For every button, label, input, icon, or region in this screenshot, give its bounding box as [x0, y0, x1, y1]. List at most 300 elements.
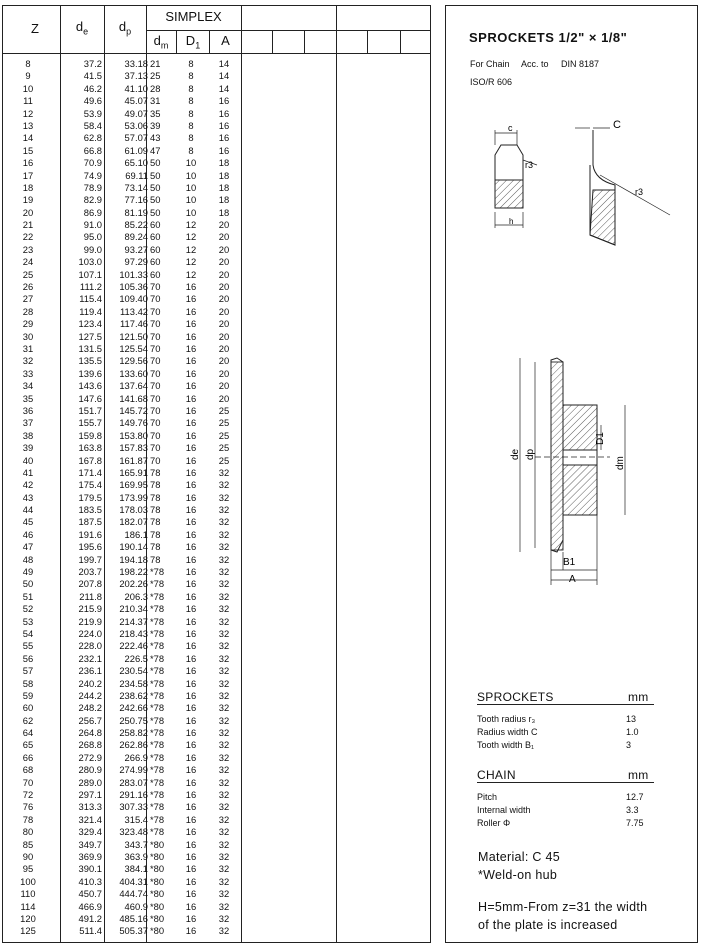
- cell-z: 62: [22, 714, 34, 726]
- cell-A: 32: [218, 826, 230, 838]
- cell-de: 107.1: [78, 268, 102, 280]
- tooth-profile-large: [575, 128, 670, 245]
- cell-dp: 222.46: [119, 640, 148, 652]
- cell-dm: 78: [150, 553, 161, 565]
- col-divider: [336, 5, 337, 943]
- cell-dp: 444.74: [119, 888, 148, 900]
- cell-A: 20: [218, 380, 230, 392]
- cell-dm: 50: [150, 181, 161, 193]
- cell-dm: *78: [150, 566, 165, 578]
- spec-value: 7.75: [626, 818, 644, 828]
- cell-de: 183.5: [78, 504, 102, 516]
- cell-D1: 16: [185, 330, 197, 342]
- cell-A: 20: [218, 305, 230, 317]
- table-row: [2, 355, 242, 367]
- cell-z: 114: [20, 900, 36, 912]
- cell-dp: 190.14: [119, 541, 148, 553]
- cell-z: 68: [22, 764, 34, 776]
- table-row: [2, 182, 242, 194]
- cell-D1: 16: [185, 528, 197, 540]
- table-row: [2, 417, 242, 429]
- cell-dp: 384.1: [124, 863, 148, 875]
- cell-dm: *78: [150, 801, 165, 813]
- table-row: [2, 306, 242, 318]
- cell-de: 66.8: [83, 144, 102, 156]
- cell-de: 511.4: [79, 925, 102, 937]
- table-row: [2, 269, 242, 281]
- table-row: [2, 901, 242, 913]
- cell-D1: 16: [185, 541, 197, 553]
- table-row: [2, 145, 242, 157]
- cell-D1: 16: [185, 727, 197, 739]
- table-row: [2, 83, 242, 95]
- cell-dm: *78: [150, 714, 165, 726]
- table-row: [2, 690, 242, 702]
- cell-dp: 113.42: [120, 305, 148, 317]
- cell-dp: 101.33: [119, 268, 148, 280]
- cell-z: 53: [22, 615, 34, 627]
- cell-dm: 70: [150, 404, 161, 416]
- cell-z: 37: [22, 417, 34, 429]
- spec-label: Internal width: [477, 805, 531, 815]
- cell-dp: 266.9: [124, 751, 148, 763]
- cell-A: 16: [218, 144, 230, 156]
- cell-D1: 16: [185, 665, 197, 677]
- cell-A: 32: [218, 553, 230, 565]
- cell-dp: 157.83: [119, 442, 148, 454]
- cell-dm: 21: [150, 58, 161, 69]
- table-row: [2, 888, 242, 900]
- cell-D1: 16: [185, 677, 197, 689]
- cell-z: 25: [22, 268, 34, 280]
- cell-z: 47: [22, 541, 34, 553]
- cell-A: 14: [218, 70, 230, 82]
- cell-A: 25: [218, 442, 230, 454]
- cell-de: 244.2: [78, 689, 102, 701]
- table-row: [2, 58, 242, 70]
- cell-A: 20: [218, 256, 230, 268]
- table-row: [2, 207, 242, 219]
- cell-D1: 12: [185, 231, 197, 243]
- sprocket-drawing: [445, 100, 698, 600]
- cell-D1: 10: [185, 194, 197, 206]
- table-row: [2, 777, 242, 789]
- cell-de: 115.4: [79, 293, 102, 305]
- cell-dm: *78: [150, 727, 165, 739]
- table-row: [2, 343, 242, 355]
- spec-value: 13: [626, 714, 637, 724]
- cell-dp: 291.16: [119, 789, 148, 801]
- table-row: [2, 554, 242, 566]
- dim-r3-small: r3: [525, 160, 534, 170]
- cell-de: 62.8: [83, 132, 102, 144]
- sprockets-unit: mm: [628, 690, 649, 704]
- table-row: [2, 430, 242, 442]
- table-row: [2, 318, 242, 330]
- cell-A: 16: [218, 95, 230, 107]
- cell-A: 25: [218, 454, 230, 466]
- dim-dm: dm: [615, 456, 626, 470]
- cell-A: 32: [218, 751, 230, 763]
- cell-D1: 8: [188, 119, 194, 131]
- cell-A: 32: [218, 590, 230, 602]
- cell-A: 32: [218, 677, 230, 689]
- cell-D1: 16: [185, 789, 197, 801]
- cell-dp: 89.24: [124, 231, 148, 243]
- col-divider: [367, 30, 368, 53]
- table-row: [2, 231, 242, 243]
- cell-dp: 33.18: [124, 58, 148, 69]
- table-row: [2, 219, 242, 231]
- cell-D1: 16: [185, 689, 197, 701]
- cell-de: 159.8: [78, 429, 102, 441]
- cell-D1: 10: [185, 157, 197, 169]
- cell-de: 70.9: [83, 157, 102, 169]
- table-row: [2, 331, 242, 343]
- table-row: [2, 764, 242, 776]
- cell-dp: 109.40: [119, 293, 148, 305]
- cell-de: 187.5: [78, 516, 102, 528]
- table-row: [2, 393, 242, 405]
- cell-dm: 28: [150, 82, 161, 94]
- cell-dm: *78: [150, 776, 165, 788]
- cell-dp: 198.22: [119, 566, 148, 578]
- cell-dp: 61.09: [124, 144, 148, 156]
- cell-D1: 16: [185, 417, 197, 429]
- cell-dm: 70: [150, 429, 161, 441]
- weld-note: *Weld-on hub: [478, 868, 558, 882]
- cell-de: 219.9: [78, 615, 102, 627]
- cell-dp: 117.46: [120, 318, 148, 330]
- cell-dp: 505.37: [119, 925, 148, 937]
- cell-dp: 137.64: [119, 380, 148, 392]
- cell-de: 199.7: [78, 553, 102, 565]
- cell-dm: *80: [150, 925, 165, 937]
- cell-z: 58: [22, 677, 34, 689]
- cell-D1: 16: [185, 392, 197, 404]
- cell-dp: 218.43: [119, 627, 148, 639]
- cell-dp: 145.72: [119, 404, 148, 416]
- cell-D1: 10: [185, 206, 197, 218]
- cell-de: 179.5: [78, 491, 102, 503]
- cell-dp: 242.66: [119, 702, 148, 714]
- cell-A: 32: [218, 665, 230, 677]
- sprockets-underline: [477, 704, 654, 705]
- cell-z: 52: [22, 603, 34, 615]
- cell-z: 48: [22, 553, 34, 565]
- cell-de: 49.6: [83, 95, 102, 107]
- cell-A: 32: [218, 925, 230, 937]
- cell-A: 32: [218, 714, 230, 726]
- cell-D1: 16: [185, 826, 197, 838]
- cell-D1: 8: [188, 95, 194, 107]
- cell-dm: 60: [150, 268, 161, 280]
- cell-dm: *78: [150, 665, 165, 677]
- cell-A: 32: [218, 689, 230, 701]
- cell-A: 32: [218, 541, 230, 553]
- spec-value: 3.3: [626, 805, 639, 815]
- cell-D1: 16: [185, 764, 197, 776]
- cell-D1: 16: [185, 454, 197, 466]
- cell-D1: 16: [185, 838, 197, 850]
- cell-A: 32: [218, 912, 230, 924]
- cell-dm: 43: [150, 132, 161, 144]
- cell-de: 103.0: [78, 256, 102, 268]
- col-divider: [400, 30, 401, 53]
- cell-D1: 16: [185, 442, 197, 454]
- cell-dp: 258.82: [119, 727, 148, 739]
- cell-A: 14: [218, 82, 230, 94]
- cell-D1: 8: [188, 144, 194, 156]
- cell-dm: 70: [150, 318, 161, 330]
- table-row: [2, 541, 242, 553]
- cell-de: 53.9: [83, 107, 102, 119]
- cell-z: 45: [22, 516, 34, 528]
- cell-de: 491.2: [78, 912, 102, 924]
- tooth-profile-detail: [495, 130, 537, 228]
- table-row: [2, 467, 242, 479]
- cell-dp: 65.10: [124, 157, 148, 169]
- table-row: [2, 702, 242, 714]
- cell-A: 32: [218, 504, 230, 516]
- width-note-line1: H=5mm-From z=31 the width: [478, 900, 648, 914]
- cell-dp: 206.3: [124, 590, 148, 602]
- cell-D1: 16: [185, 281, 197, 293]
- cell-z: 13: [22, 119, 34, 131]
- cell-dm: 70: [150, 442, 161, 454]
- cell-dm: *78: [150, 677, 165, 689]
- cell-D1: 16: [185, 615, 197, 627]
- cell-de: 349.7: [78, 838, 102, 850]
- cell-dp: 186.1: [124, 528, 148, 540]
- cell-A: 20: [218, 268, 230, 280]
- dim-r3-large: r3: [635, 187, 644, 197]
- cell-dp: 69.11: [125, 169, 148, 181]
- header-divider: [146, 30, 431, 31]
- cell-z: 10: [22, 82, 34, 94]
- cell-z: 56: [22, 652, 34, 664]
- cell-A: 20: [218, 293, 230, 305]
- cell-A: 20: [218, 392, 230, 404]
- cell-de: 240.2: [78, 677, 102, 689]
- cell-dm: 31: [150, 95, 161, 107]
- cell-dm: 78: [150, 516, 161, 528]
- header-dm: $d_m$: [153, 33, 169, 51]
- cell-D1: 8: [188, 58, 194, 69]
- cell-A: 32: [218, 652, 230, 664]
- cell-dp: 214.37: [119, 615, 148, 627]
- table-row: [2, 120, 242, 132]
- cell-dm: 60: [150, 256, 161, 268]
- cell-D1: 16: [185, 925, 197, 937]
- cell-dp: 460.9: [124, 900, 148, 912]
- cell-de: 248.2: [78, 702, 102, 714]
- cell-dm: *80: [150, 888, 165, 900]
- width-note-line2: of the plate is increased: [478, 918, 618, 932]
- cell-D1: 16: [185, 739, 197, 751]
- cell-A: 32: [218, 566, 230, 578]
- table-row: [2, 727, 242, 739]
- cell-A: 18: [218, 181, 230, 193]
- cell-A: 32: [218, 727, 230, 739]
- cell-dp: 77.16: [124, 194, 148, 206]
- cell-D1: 16: [185, 714, 197, 726]
- dim-C-large: C: [613, 119, 621, 131]
- cell-de: 91.0: [83, 219, 102, 231]
- cell-de: 280.9: [78, 764, 102, 776]
- cell-A: 20: [218, 231, 230, 243]
- dim-de: de: [510, 448, 521, 460]
- cell-z: 66: [22, 751, 34, 763]
- cell-z: 28: [22, 305, 34, 317]
- cell-dm: *78: [150, 627, 165, 639]
- cell-A: 18: [218, 194, 230, 206]
- cell-D1: 16: [185, 590, 197, 602]
- table-row: [2, 442, 242, 454]
- cell-z: 72: [22, 789, 34, 801]
- cell-de: 289.0: [78, 776, 102, 788]
- cell-de: 86.9: [83, 206, 102, 218]
- cell-dm: 60: [150, 231, 161, 243]
- cell-D1: 16: [185, 553, 197, 565]
- cell-de: 228.0: [78, 640, 102, 652]
- cell-A: 16: [218, 132, 230, 144]
- cell-dm: 70: [150, 293, 161, 305]
- cell-z: 85: [22, 838, 34, 850]
- cell-de: 58.4: [83, 119, 102, 131]
- cell-D1: 16: [185, 776, 197, 788]
- cell-dm: *80: [150, 863, 165, 875]
- cell-A: 32: [218, 764, 230, 776]
- cell-dm: *78: [150, 578, 165, 590]
- cell-dm: *78: [150, 739, 165, 751]
- cell-de: 143.6: [78, 380, 102, 392]
- cell-A: 18: [218, 206, 230, 218]
- cell-A: 16: [218, 107, 230, 119]
- cell-de: 139.6: [78, 367, 102, 379]
- cell-de: 37.2: [83, 58, 102, 69]
- cell-A: 20: [218, 219, 230, 231]
- cell-dp: 141.68: [119, 392, 148, 404]
- cell-z: 32: [22, 355, 34, 367]
- cell-z: 29: [22, 318, 34, 330]
- cell-A: 20: [218, 318, 230, 330]
- cell-dp: 165.91: [119, 466, 148, 478]
- cell-D1: 16: [185, 466, 197, 478]
- cell-A: 32: [218, 615, 230, 627]
- cell-z: 95: [22, 863, 34, 875]
- spec-value: 3: [626, 740, 632, 750]
- table-body: [2, 58, 242, 938]
- cell-z: 36: [22, 404, 34, 416]
- cell-z: 46: [22, 528, 34, 540]
- cell-D1: 16: [185, 751, 197, 763]
- cell-D1: 16: [185, 640, 197, 652]
- cell-dp: 37.13: [124, 70, 148, 82]
- cell-z: 35: [22, 392, 34, 404]
- cell-de: 74.9: [83, 169, 102, 181]
- cell-dp: 404.31: [119, 875, 148, 887]
- cell-dm: 39: [150, 119, 161, 131]
- table-row: [2, 839, 242, 851]
- cell-A: 25: [218, 417, 230, 429]
- cell-de: 369.9: [78, 851, 102, 862]
- cell-de: 82.9: [83, 194, 102, 206]
- cell-de: 131.5: [78, 342, 102, 354]
- cell-dp: 97.29: [124, 256, 148, 268]
- cell-dm: *78: [150, 590, 165, 602]
- cell-z: 90: [22, 851, 34, 862]
- spec-value: 1.0: [626, 727, 639, 737]
- cell-D1: 16: [185, 293, 197, 305]
- cell-de: 163.8: [78, 442, 102, 454]
- cell-dp: 315.4: [124, 813, 148, 825]
- cell-de: 224.0: [78, 627, 102, 639]
- cell-D1: 16: [185, 305, 197, 317]
- chain-unit: mm: [628, 768, 649, 782]
- table-row: [2, 925, 242, 937]
- cell-dp: 363.9: [124, 851, 148, 862]
- cell-A: 32: [218, 776, 230, 788]
- cell-z: 50: [22, 578, 34, 590]
- cell-de: 215.9: [78, 603, 102, 615]
- cell-D1: 8: [188, 70, 194, 82]
- table-row: [2, 132, 242, 144]
- table-row: [2, 170, 242, 182]
- cell-dm: 47: [150, 144, 161, 156]
- cell-D1: 16: [185, 603, 197, 615]
- cell-dp: 57.07: [124, 132, 148, 144]
- table-row: [2, 194, 242, 206]
- cell-A: 20: [218, 330, 230, 342]
- header-z: Z: [31, 21, 39, 36]
- spec-label: Radius width C: [477, 727, 538, 737]
- cell-z: 42: [22, 479, 34, 491]
- table-row: [2, 492, 242, 504]
- dim-dp: dp: [525, 448, 536, 460]
- cell-dp: 250.75: [119, 714, 148, 726]
- cell-A: 32: [218, 875, 230, 887]
- cell-dp: 173.99: [119, 491, 148, 503]
- cell-D1: 16: [185, 479, 197, 491]
- cell-A: 32: [218, 627, 230, 639]
- cell-z: 12: [22, 107, 34, 119]
- table-row: [2, 293, 242, 305]
- table-row: [2, 256, 242, 268]
- table-row: [2, 157, 242, 169]
- cell-de: 256.7: [78, 714, 102, 726]
- cell-z: 15: [22, 144, 34, 156]
- cell-dp: 274.99: [119, 764, 148, 776]
- cell-dm: *78: [150, 764, 165, 776]
- cell-dm: *78: [150, 789, 165, 801]
- cell-A: 32: [218, 900, 230, 912]
- spec-label: Tooth width B₁: [477, 740, 535, 750]
- cell-de: 268.8: [78, 739, 102, 751]
- table-row: [2, 455, 242, 467]
- cell-dm: 70: [150, 367, 161, 379]
- cell-dm: 50: [150, 206, 161, 218]
- table-row: [2, 863, 242, 875]
- cell-A: 32: [218, 702, 230, 714]
- cell-de: 313.3: [78, 801, 102, 813]
- cell-A: 32: [218, 813, 230, 825]
- cell-de: 191.6: [78, 528, 102, 540]
- cell-de: 466.9: [78, 900, 102, 912]
- table-row: [2, 616, 242, 628]
- cell-dm: *80: [150, 851, 165, 862]
- cell-D1: 10: [185, 181, 197, 193]
